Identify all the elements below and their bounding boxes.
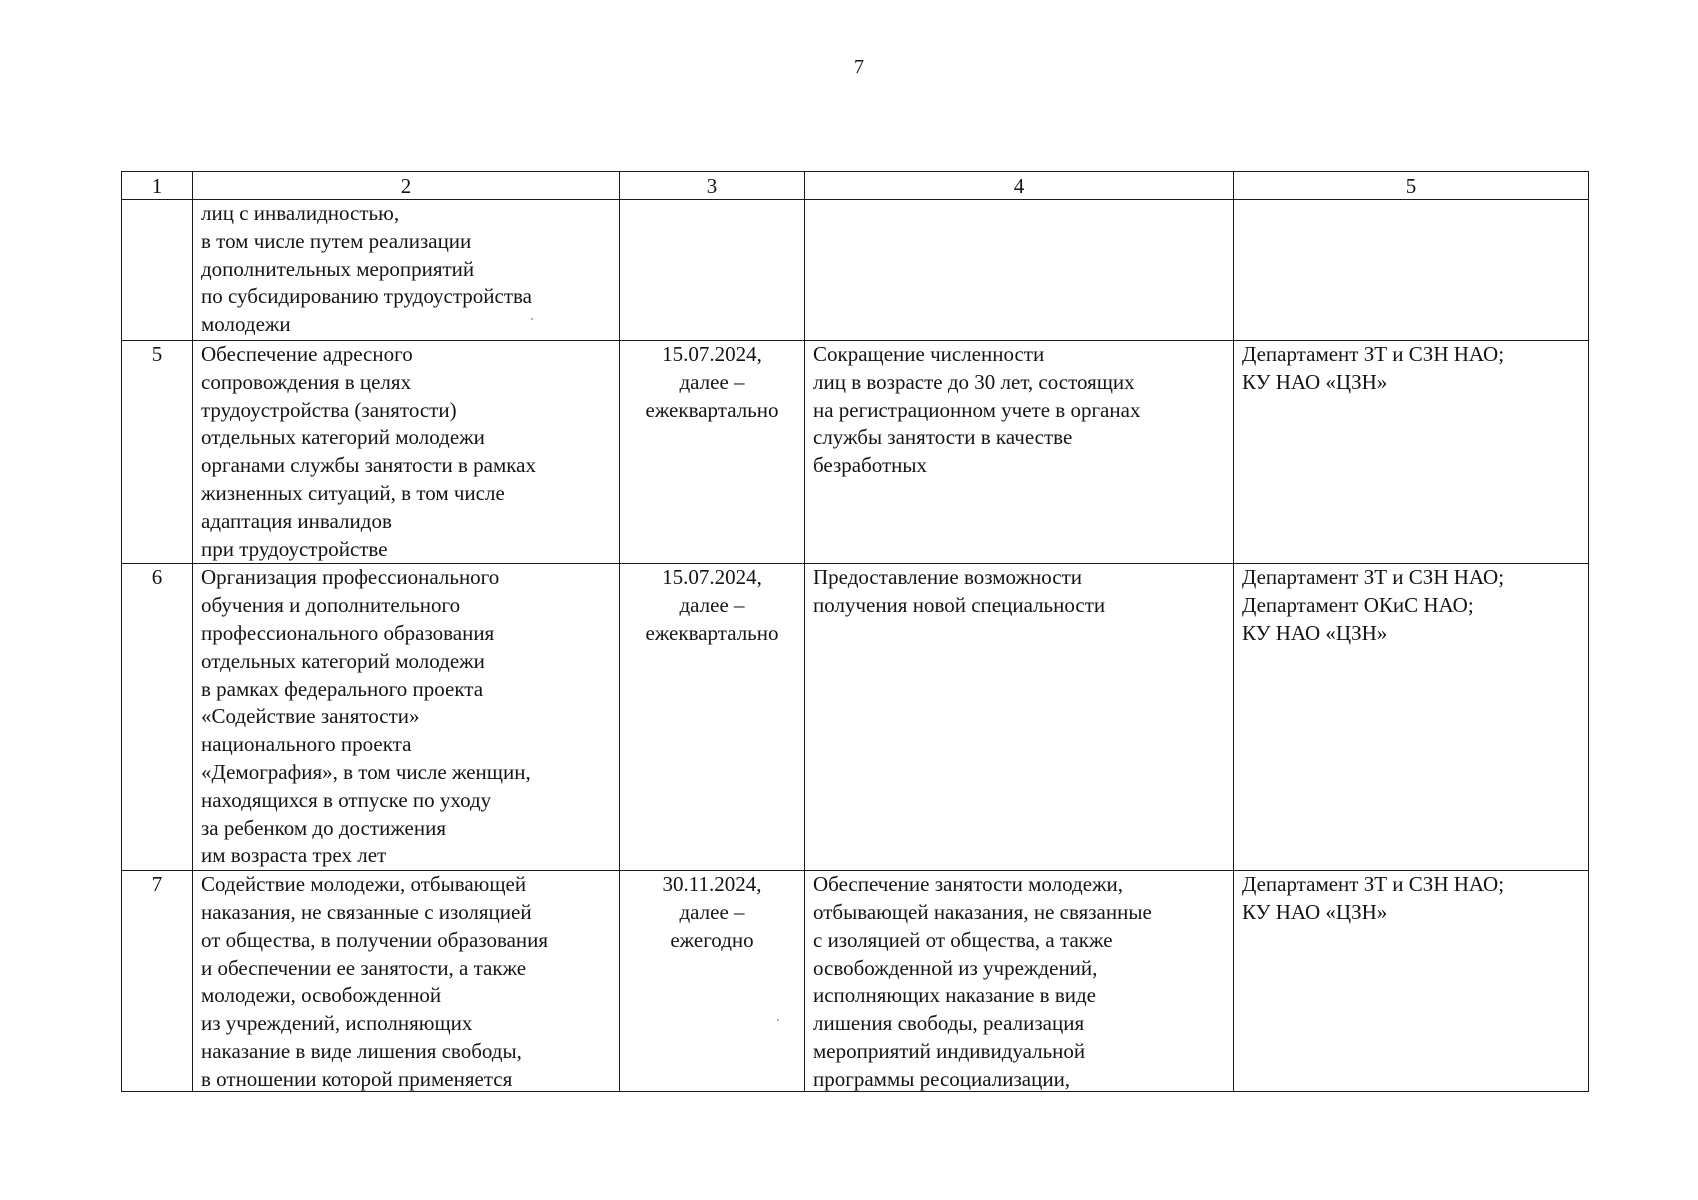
measure-line: и обеспечении ее занятости, а также bbox=[201, 955, 527, 980]
measure-line: Обеспечение адресного bbox=[201, 342, 413, 366]
measure-line: в рамках федерального проекта bbox=[201, 676, 484, 701]
measure-line: им возраста трех лет bbox=[201, 843, 387, 868]
responsible-line: Департамент ЗТ и СЗН НАО; bbox=[1242, 565, 1505, 590]
responsible-cell bbox=[1234, 200, 1589, 341]
result-line: службы занятости в качестве bbox=[813, 425, 1073, 450]
measure-line: сопровождения в целях bbox=[201, 369, 412, 394]
measure-line: Содействие молодежи, отбывающей bbox=[201, 872, 527, 897]
measure-line: наказание в виде лишения свободы, bbox=[201, 1038, 522, 1063]
deadline-line: далее – bbox=[679, 899, 745, 924]
result-line: Обеспечение занятости молодежи, bbox=[813, 872, 1124, 897]
table-row bbox=[122, 871, 1589, 1092]
measure-line: Организация профессионального bbox=[201, 565, 500, 590]
scan-speck bbox=[531, 318, 533, 320]
measure-line: находящихся в отпуске по уходу bbox=[201, 787, 492, 812]
deadline-line: 15.07.2024, bbox=[662, 342, 762, 366]
table-row bbox=[122, 341, 1589, 564]
measures-table bbox=[121, 171, 1589, 1092]
row-number-cell: 5 bbox=[122, 341, 193, 564]
result-line: исполняющих наказание в виде bbox=[813, 983, 1096, 1008]
measure-line: молодежи bbox=[201, 312, 291, 337]
measure-line: в том числе путем реализации bbox=[201, 228, 472, 253]
measure-line: обучения и дополнительного bbox=[201, 593, 461, 618]
measure-line: в отношении которой применяется bbox=[201, 1066, 513, 1091]
measure-line: «Содействие занятости» bbox=[201, 704, 420, 729]
responsible-line: КУ НАО «ЦЗН» bbox=[1242, 369, 1388, 394]
measure-line: дополнительных мероприятий bbox=[201, 256, 475, 281]
deadline-cell bbox=[620, 564, 805, 871]
responsible-line: Департамент ОКиС НАО; bbox=[1242, 593, 1474, 618]
measure-line: жизненных ситуаций, в том числе bbox=[201, 480, 505, 505]
row-number-cell: 6 bbox=[122, 564, 193, 871]
responsible-cell bbox=[1234, 341, 1589, 564]
measure-line: лиц с инвалидностью, bbox=[201, 201, 400, 225]
deadline-line: далее – bbox=[679, 593, 745, 618]
responsible-line: Департамент ЗТ и СЗН НАО; bbox=[1242, 872, 1505, 897]
scan-speck bbox=[777, 1019, 779, 1021]
result-line: освобожденной из учреждений, bbox=[813, 955, 1098, 980]
page-number: 7 bbox=[854, 56, 864, 78]
table-row bbox=[122, 564, 1589, 871]
result-line: на регистрационном учете в органах bbox=[813, 397, 1141, 422]
result-line: мероприятий индивидуальной bbox=[813, 1038, 1086, 1063]
result-cell bbox=[805, 871, 1234, 1092]
deadline-cell bbox=[620, 871, 805, 1092]
responsible-line: КУ НАО «ЦЗН» bbox=[1242, 620, 1388, 645]
result-line: Предоставление возможности bbox=[813, 565, 1083, 590]
row-number-cell bbox=[122, 200, 193, 341]
measure-line: профессионального образования bbox=[201, 620, 495, 645]
result-cell bbox=[805, 200, 1234, 341]
column-header-4: 4 bbox=[805, 172, 1234, 200]
deadline-line: ежеквартально bbox=[645, 620, 779, 645]
deadline-cell bbox=[620, 200, 805, 341]
measure-cell bbox=[193, 871, 620, 1092]
measure-line: наказания, не связанные с изоляцией bbox=[201, 899, 532, 924]
measure-line: молодежи, освобожденной bbox=[201, 983, 442, 1008]
measure-line: органами службы занятости в рамках bbox=[201, 453, 536, 478]
result-line: получения новой специальности bbox=[813, 593, 1106, 618]
row-number-cell bbox=[122, 871, 193, 1092]
measure-line: отдельных категорий молодежи bbox=[201, 425, 485, 450]
measure-cell bbox=[193, 200, 620, 341]
measure-cell bbox=[193, 564, 620, 871]
measure-line: «Демография», в том числе женщин, bbox=[201, 759, 531, 784]
deadline-line: 15.07.2024, bbox=[662, 565, 762, 590]
result-line: с изоляцией от общества, а также bbox=[813, 927, 1113, 952]
measure-line: национального проекта bbox=[201, 732, 412, 757]
column-header-2: 2 bbox=[193, 172, 620, 200]
measure-line: отдельных категорий молодежи bbox=[201, 648, 485, 673]
measure-line: из учреждений, исполняющих bbox=[201, 1011, 473, 1036]
responsible-cell bbox=[1234, 564, 1589, 871]
deadline-line: ежеквартально bbox=[645, 397, 779, 422]
measure-line: за ребенком до достижения bbox=[201, 815, 446, 840]
deadline-line: 30.11.2024, bbox=[662, 872, 762, 897]
column-header-1: 1 bbox=[122, 172, 193, 200]
measure-line: трудоустройства (занятости) bbox=[201, 397, 457, 422]
measure-line: адаптация инвалидов bbox=[201, 508, 392, 533]
result-line: лиц в возрасте до 30 лет, состоящих bbox=[813, 369, 1135, 394]
result-line: отбывающей наказания, не связанные bbox=[813, 899, 1152, 924]
responsible-cell bbox=[1234, 871, 1589, 1092]
column-header-3: 3 bbox=[620, 172, 805, 200]
result-cell bbox=[805, 564, 1234, 871]
measure-line: по субсидированию трудоустройства bbox=[201, 284, 532, 309]
row-number: 7 bbox=[151, 872, 163, 897]
measure-cell bbox=[193, 341, 620, 564]
table-row bbox=[122, 200, 1589, 341]
table-header-row bbox=[122, 172, 1589, 200]
result-line: программы ресоциализации, bbox=[813, 1066, 1071, 1091]
deadline-line: далее – bbox=[679, 369, 745, 394]
result-line: Сокращение численности bbox=[813, 342, 1045, 366]
measure-line: от общества, в получении образования bbox=[201, 927, 549, 952]
responsible-line: Департамент ЗТ и СЗН НАО; bbox=[1242, 342, 1505, 366]
measure-line: при трудоустройстве bbox=[201, 536, 388, 561]
deadline-cell bbox=[620, 341, 805, 564]
deadline-line: ежегодно bbox=[670, 927, 754, 952]
column-header-5: 5 bbox=[1234, 172, 1589, 200]
result-line: безработных bbox=[813, 453, 928, 478]
result-line: лишения свободы, реализация bbox=[813, 1011, 1085, 1036]
result-cell bbox=[805, 341, 1234, 564]
responsible-line: КУ НАО «ЦЗН» bbox=[1242, 899, 1388, 924]
